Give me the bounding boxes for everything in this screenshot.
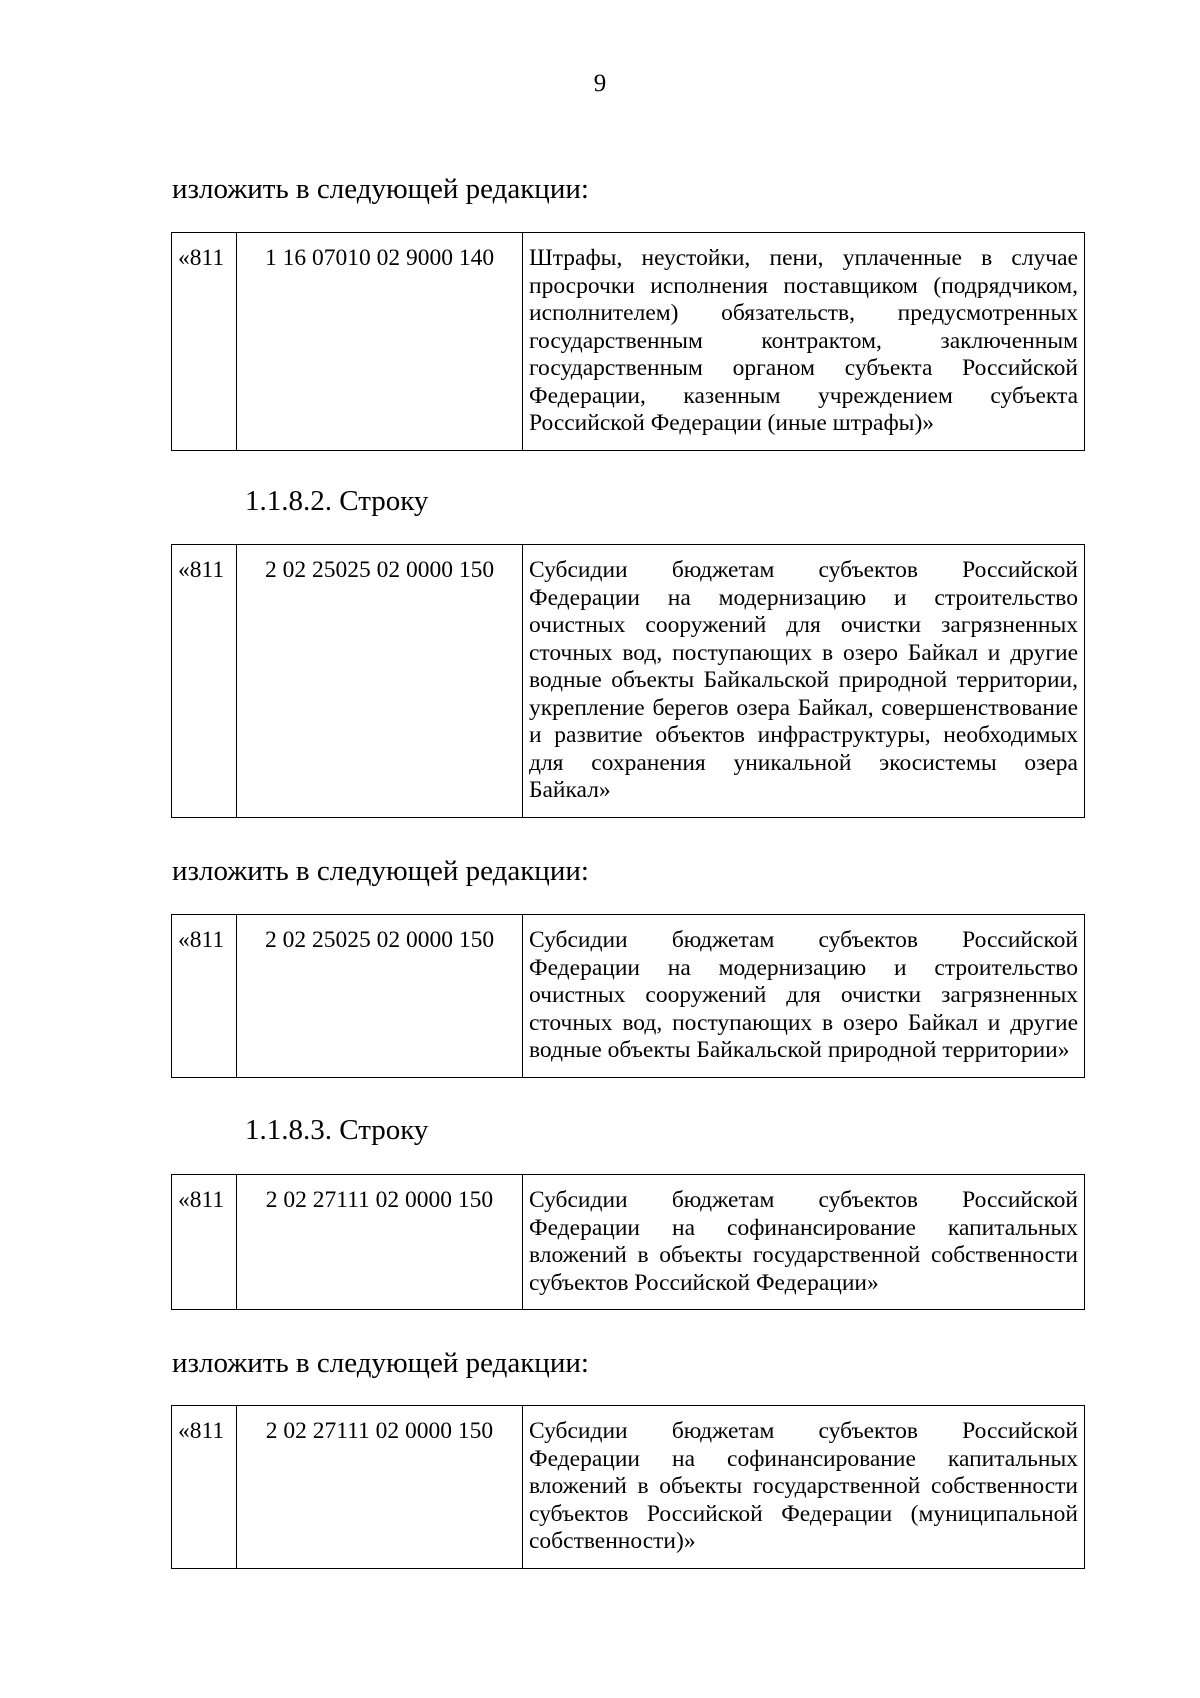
paragraph-section-heading: 1.1.8.3. Строку (245, 1114, 429, 1146)
paragraph-section-heading: 1.1.8.2. Строку (245, 485, 429, 517)
admin-code-cell: «811 (172, 545, 237, 818)
code-table (171, 1405, 1085, 1569)
table-row (172, 915, 1085, 1078)
paragraph-edit-instruction: изложить в следующей редакции: (172, 855, 589, 887)
budget-code-cell: 2 02 27111 02 0000 150 (237, 1175, 523, 1310)
code-table (171, 544, 1085, 818)
budget-code-cell: 2 02 25025 02 0000 150 (237, 545, 523, 818)
description-cell: Штрафы, неустойки, пени, уплаченные в случае просрочки исполнения поставщиком (подрядчиком, исполнителем) обязательств, предусмотренных государственным контрактом, заключенным государственным органом субъекта Российской Федерации, казенным учреждением субъекта Российской Федерации (иные штрафы)» (523, 233, 1085, 451)
description-cell: Субсидии бюджетам субъектов Российской Федерации на софинансирование капитальных вложений в объекты государственной собственности субъектов Российской Федерации (муниципальной собственности)» (523, 1406, 1085, 1569)
description-cell: Субсидии бюджетам субъектов Российской Федерации на софинансирование капитальных вложений в объекты государственной собственности субъектов Российской Федерации» (523, 1175, 1085, 1310)
table-row (172, 545, 1085, 818)
admin-code-cell: «811 (172, 1406, 237, 1569)
budget-code-cell: 2 02 27111 02 0000 150 (237, 1406, 523, 1569)
code-table (171, 232, 1085, 451)
description-cell: Субсидии бюджетам субъектов Российской Федерации на модернизацию и строительство очистных сооружений для очистки загрязненных сточных вод, поступающих в озеро Байкал и другие водные объекты Байкальской природной территории» (523, 915, 1085, 1078)
code-table (171, 1174, 1085, 1310)
paragraph-edit-instruction: изложить в следующей редакции: (172, 1347, 589, 1379)
table-row (172, 1175, 1085, 1310)
budget-code-cell: 1 16 07010 02 9000 140 (237, 233, 523, 451)
code-table (171, 914, 1085, 1078)
admin-code-cell: «811 (172, 1175, 237, 1310)
table-row (172, 233, 1085, 451)
description-cell: Субсидии бюджетам субъектов Российской Федерации на модернизацию и строительство очистных сооружений для очистки загрязненных сточных вод, поступающих в озеро Байкал и другие водные объекты Байкальской природной территории, укрепление берегов озера Байкал, совершенствование и развитие объектов инфраструктуры, необходимых для сохранения уникальной экосистемы озера Байкал» (523, 545, 1085, 818)
budget-code-cell: 2 02 25025 02 0000 150 (237, 915, 523, 1078)
paragraph-edit-instruction: изложить в следующей редакции: (172, 173, 589, 205)
admin-code-cell: «811 (172, 915, 237, 1078)
admin-code-cell: «811 (172, 233, 237, 451)
page-number: 9 (593, 70, 607, 97)
table-row (172, 1406, 1085, 1569)
